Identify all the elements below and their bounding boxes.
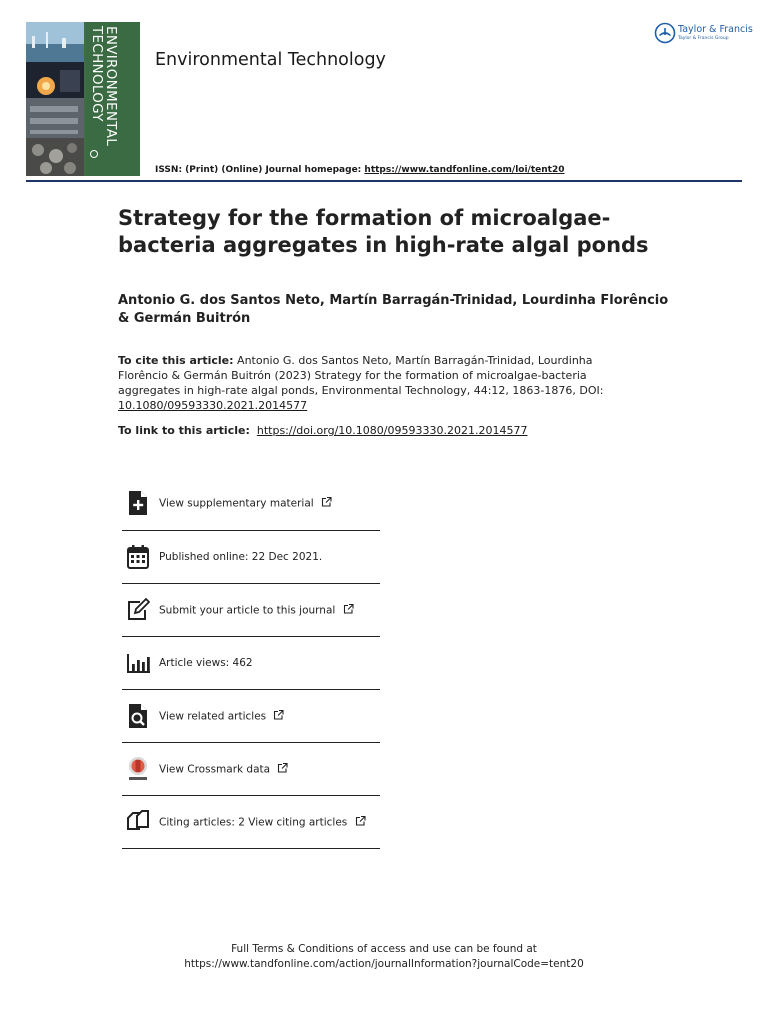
calendar-icon <box>126 544 150 570</box>
bar-chart-icon <box>126 650 150 676</box>
info-label: Submit your article to this journal <box>159 604 336 617</box>
cover-spine-line2: TECHNOLOGY <box>89 26 105 122</box>
info-label: Citing articles: 2 View citing articles <box>159 816 348 829</box>
publisher-name: Taylor & Francis <box>678 24 753 35</box>
info-label: View related articles <box>159 710 267 723</box>
related-search-icon <box>126 703 150 729</box>
article-link-line <box>118 423 678 438</box>
info-row-submit[interactable] <box>122 584 380 637</box>
citing-icon <box>126 809 150 835</box>
footer-terms-text: Full Terms & Conditions of access and use can be found at <box>231 943 537 955</box>
cover-publisher-mark-icon <box>90 150 98 158</box>
article-title: Strategy for the formation of microalgae-bacteria aggregates in high-rate algal ponds <box>118 206 649 257</box>
publisher-group-name: Taylor & Francis Group <box>678 36 729 41</box>
citation-label: To cite this article: <box>118 354 234 367</box>
external-link-icon <box>343 604 354 615</box>
info-label: Article views: 462 <box>159 657 253 669</box>
info-row-supplementary[interactable] <box>122 476 380 531</box>
external-link-icon <box>355 816 366 827</box>
header-divider <box>26 180 742 182</box>
crossmark-icon <box>126 756 150 782</box>
info-label: Published online: 22 Dec 2021. <box>159 551 323 563</box>
issn-text: ISSN: (Print) (Online) Journal homepage: <box>155 165 362 175</box>
journal-homepage-link[interactable]: https://www.tandfonline.com/loi/tent20 <box>364 165 565 175</box>
journal-cover-image <box>26 22 140 176</box>
citation-block <box>118 353 638 413</box>
info-row-related[interactable] <box>122 690 380 743</box>
article-info-list <box>122 476 380 849</box>
publisher-logo[interactable] <box>654 22 753 48</box>
info-label: View Crossmark data <box>159 763 271 776</box>
article-link-label: To link to this article: <box>118 424 250 437</box>
cover-spine-title <box>90 26 118 146</box>
info-row-published <box>122 531 380 584</box>
supplementary-plus-icon <box>126 490 150 516</box>
cover-spine-line1: ENVIRONMENTAL <box>103 26 119 147</box>
edit-icon <box>126 597 150 623</box>
external-link-icon <box>273 710 284 721</box>
citation-doi-link[interactable]: 10.1080/09593330.2021.2014577 <box>118 399 308 412</box>
citation-text: Antonio G. dos Santos Neto, Martín Barragán-Trinidad, Lourdinha Florêncio & Germán Buitrón (2023) Strategy for the formation of microalgae-bacteria aggregates in high-rate algal ponds, Environmental Technology, 44:12, 1863-1876, DOI: <box>118 354 604 397</box>
article-doi-url-link[interactable]: https://doi.org/10.1080/09593330.2021.2014577 <box>256 424 528 437</box>
journal-title: Environmental Technology <box>155 50 386 70</box>
article-authors: Antonio G. dos Santos Neto, Martín Barragán-Trinidad, Lourdinha Florêncio & Germán Buitrón <box>118 293 669 326</box>
info-row-views <box>122 637 380 690</box>
footer-terms-url[interactable]: https://www.tandfonline.com/action/journalInformation?journalCode=tent20 <box>184 958 584 970</box>
cover-photo-collage <box>26 22 84 176</box>
info-row-crossmark[interactable] <box>122 743 380 796</box>
issn-homepage-line <box>155 165 565 175</box>
external-link-icon <box>277 763 288 774</box>
info-label: View supplementary material <box>159 497 314 510</box>
terms-footer <box>0 942 768 972</box>
taylor-francis-logo-icon <box>654 22 676 44</box>
info-row-citing[interactable] <box>122 796 380 849</box>
external-link-icon <box>321 497 332 508</box>
